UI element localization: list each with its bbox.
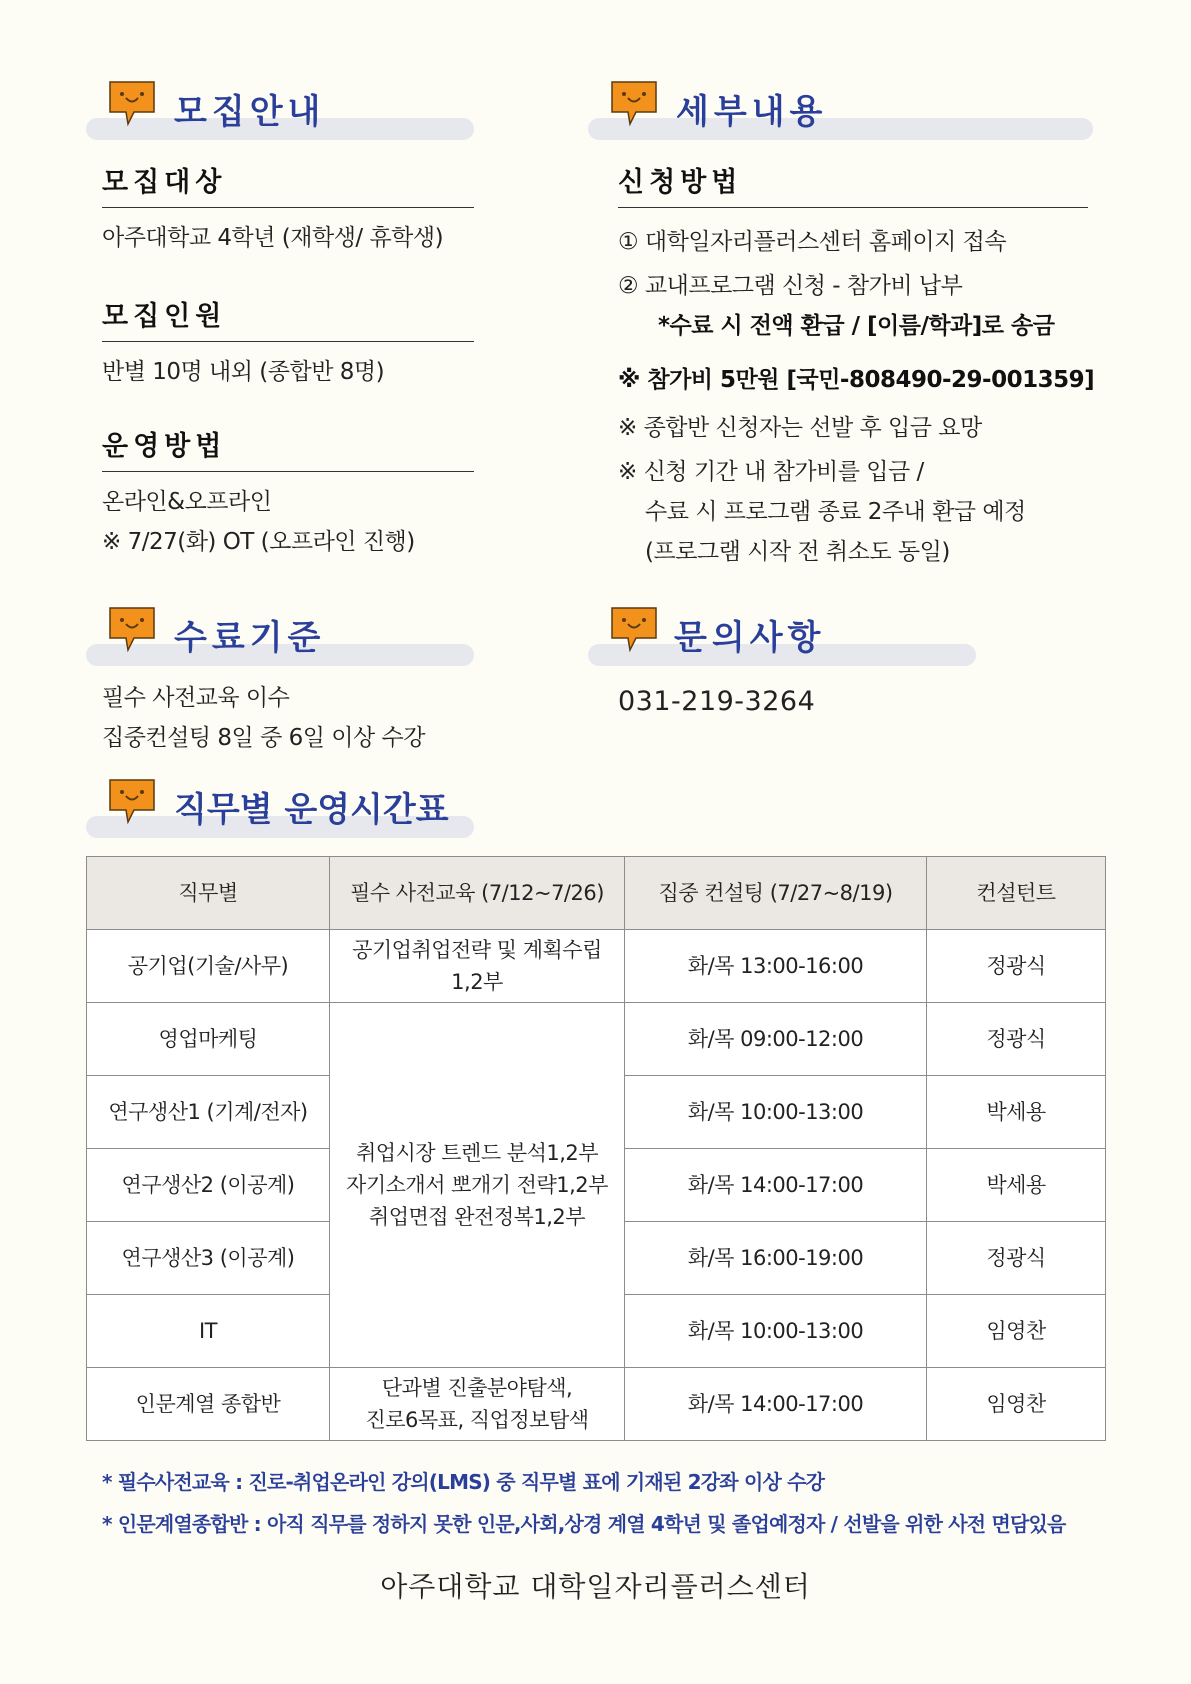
time-cell: 화/목 09:00-12:00	[625, 1003, 927, 1076]
note-2-line-1: ※ 신청 기간 내 참가비를 입금 /	[618, 459, 924, 485]
subsection-title: 신청방법	[618, 160, 1088, 208]
subsection-count	[102, 294, 474, 342]
contact-phone: 031-219-3264	[618, 686, 816, 717]
time-cell: 화/목 14:00-17:00	[625, 1368, 927, 1441]
completion-line-2: 집중컨설팅 8일 중 6일 이상 수강	[102, 725, 425, 751]
speech-bubble-icon	[108, 606, 156, 654]
subsection-title: 모집인원	[102, 294, 474, 342]
consultant-cell: 정광식	[927, 930, 1106, 1003]
speech-bubble-icon	[108, 80, 156, 128]
apply-step-1: ① 대학일자리플러스센터 홈페이지 접속	[618, 229, 1007, 255]
job-cell: 영업마케팅	[87, 1003, 330, 1076]
consultant-cell: 임영찬	[927, 1295, 1106, 1368]
job-cell: 연구생산2 (이공계)	[87, 1149, 330, 1222]
job-cell: 연구생산1 (기계/전자)	[87, 1076, 330, 1149]
apply-step-2-note: *수료 시 전액 환급 / [이름/학과]로 송금	[658, 313, 1055, 339]
subsection-title: 모집대상	[102, 160, 474, 208]
subsection-method	[102, 424, 474, 472]
section-title: 수료기준	[174, 618, 326, 658]
edu-line: 취업면접 완전정복1,2부	[368, 1205, 586, 1229]
footnote-2: * 인문계열종합반 : 아직 직무를 정하지 못한 인문,사회,상경 계열 4학년 및 졸업예정자 / 선발을 위한 사전 면담있음	[102, 1512, 1066, 1536]
schedule-table	[86, 856, 1106, 1441]
count-text: 반별 10명 내외 (종합반 8명)	[102, 359, 385, 385]
time-cell: 화/목 10:00-13:00	[625, 1295, 927, 1368]
edu-line: 1,2부	[451, 970, 503, 994]
header-pill	[588, 118, 1093, 140]
job-cell: 연구생산3 (이공계)	[87, 1222, 330, 1295]
table-row	[87, 930, 1106, 1003]
speech-bubble-icon	[610, 80, 658, 128]
table-header-row	[87, 857, 1106, 930]
edu-cell-public	[330, 930, 625, 1003]
time-cell: 화/목 10:00-13:00	[625, 1076, 927, 1149]
column-header: 직무별	[87, 857, 330, 930]
table-row	[87, 1003, 1106, 1076]
section-header-recruit	[86, 80, 474, 140]
section-title: 문의사항	[674, 618, 826, 658]
table-row	[87, 1368, 1106, 1441]
section-header-schedule	[86, 778, 474, 838]
note-2-line-3: (프로그램 시작 전 취소도 동일)	[645, 539, 950, 565]
job-cell: IT	[87, 1295, 330, 1368]
edu-cell-humanities	[330, 1368, 625, 1441]
time-cell: 화/목 13:00-16:00	[625, 930, 927, 1003]
edu-cell-common	[330, 1003, 625, 1368]
edu-line: 단과별 진출분야탐색,	[381, 1376, 573, 1400]
footnote-1: * 필수사전교육 : 진로-취업온라인 강의(LMS) 중 직무별 표에 기재된 2강좌 이상 수강	[102, 1470, 825, 1494]
column-header: 컨설턴트	[927, 857, 1106, 930]
subsection-apply	[618, 160, 1088, 208]
apply-step-2: ② 교내프로그램 신청 - 참가비 납부	[618, 273, 963, 299]
edu-line: 진로6목표, 직업정보탐색	[365, 1408, 589, 1432]
completion-line-1: 필수 사전교육 이수	[102, 685, 290, 711]
time-cell: 화/목 16:00-19:00	[625, 1222, 927, 1295]
consultant-cell: 정광식	[927, 1222, 1106, 1295]
column-header: 필수 사전교육 (7/12~7/26)	[330, 857, 625, 930]
section-header-details	[588, 80, 1093, 140]
job-cell: 인문계열 종합반	[87, 1368, 330, 1441]
method-line-2: ※ 7/27(화) OT (오프라인 진행)	[102, 529, 415, 555]
consultant-cell: 정광식	[927, 1003, 1106, 1076]
note-2-line-2: 수료 시 프로그램 종료 2주내 환급 예정	[645, 499, 1026, 525]
target-text: 아주대학교 4학년 (재학생/ 휴학생)	[102, 225, 444, 251]
section-header-contact	[588, 606, 976, 666]
job-cell: 공기업(기술/사무)	[87, 930, 330, 1003]
consultant-cell: 박세용	[927, 1076, 1106, 1149]
consultant-cell: 임영찬	[927, 1368, 1106, 1441]
consultant-cell: 박세용	[927, 1149, 1106, 1222]
time-cell: 화/목 14:00-17:00	[625, 1149, 927, 1222]
section-header-completion	[86, 606, 474, 666]
note-1: ※ 종합반 신청자는 선발 후 입금 요망	[618, 415, 982, 441]
speech-bubble-icon	[610, 606, 658, 654]
section-title: 직무별 운영시간표	[174, 790, 449, 830]
method-line-1: 온라인&오프라인	[102, 489, 272, 515]
section-title: 모집안내	[174, 92, 326, 132]
edu-line: 공기업취업전략 및 계획수립	[352, 938, 602, 962]
edu-line: 취업시장 트렌드 분석1,2부	[355, 1141, 599, 1165]
fee-text: ※ 참가비 5만원 [국민-808490-29-001359]	[618, 367, 1095, 393]
speech-bubble-icon	[108, 778, 156, 826]
section-title: 세부내용	[676, 92, 828, 132]
edu-line: 자기소개서 뽀개기 전략1,2부	[346, 1173, 608, 1197]
column-header: 집중 컨설팅 (7/27~8/19)	[625, 857, 927, 930]
subsection-target	[102, 160, 474, 208]
subsection-title: 운영방법	[102, 424, 474, 472]
footer-org: 아주대학교 대학일자리플러스센터	[380, 1570, 811, 1603]
